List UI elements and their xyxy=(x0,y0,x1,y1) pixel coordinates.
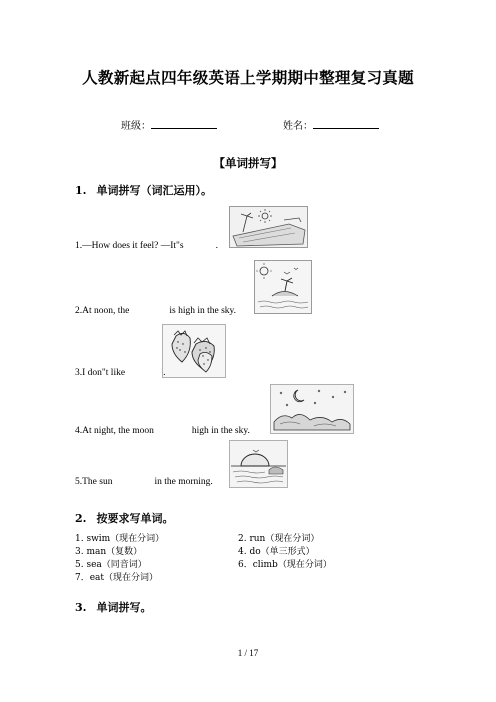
q2-word-1: 1. swim（现在分词） xyxy=(75,534,165,544)
question-1-title: 单词拼写（词汇运用）。 xyxy=(96,184,212,197)
q1-item-1 xyxy=(75,241,218,251)
question-2-number: 2. xyxy=(75,512,87,525)
q2-word-2: 2. run（现在分词） xyxy=(238,534,320,544)
current-page: 1 xyxy=(237,648,243,658)
beach-sun-picture xyxy=(229,206,308,248)
q1-item-1-before: 1.—How does it feel? —It"s xyxy=(75,241,184,251)
q1-item-2-after: is high in the sky. xyxy=(169,306,237,316)
q1-item-4 xyxy=(75,426,250,436)
page-number xyxy=(0,648,496,658)
q2-word-4: 4. do（单三形式） xyxy=(238,547,315,557)
q1-item-3-after: . xyxy=(163,368,166,378)
q1-item-5-after: in the morning. xyxy=(154,477,213,487)
question-3-heading xyxy=(75,599,151,615)
q1-item-4-before: 4.At night, the moon xyxy=(75,426,154,436)
class-label: 班级： xyxy=(121,121,151,132)
q2-word-7: 7．eat（现在分词） xyxy=(75,573,159,583)
q1-item-2-before: 2.At noon, the xyxy=(75,306,130,316)
island-sun-picture xyxy=(254,260,312,314)
q1-item-5 xyxy=(75,477,213,487)
name-label: 姓名： xyxy=(283,121,313,132)
strawberries-picture xyxy=(162,324,226,378)
question-1-number: 1. xyxy=(75,184,87,197)
moon-night-picture xyxy=(270,384,354,434)
question-2-heading xyxy=(75,510,173,526)
q1-item-3 xyxy=(75,368,165,378)
total-pages: 17 xyxy=(249,648,259,658)
name-field xyxy=(283,117,379,132)
q1-item-5-before: 5.The sun xyxy=(75,477,113,487)
q2-word-5: 5. sea（同音词） xyxy=(75,560,147,570)
question-3-number: 3. xyxy=(75,601,87,614)
sunrise-picture xyxy=(229,440,288,488)
q2-word-3: 3. man（复数） xyxy=(75,547,143,557)
page-separator: / xyxy=(244,648,247,658)
q2-word-6: 6．climb（现在分词） xyxy=(238,560,332,570)
q1-item-4-after: high in the sky. xyxy=(191,426,250,436)
question-2-title: 按要求写单词。 xyxy=(96,512,174,525)
question-3-title: 单词拼写。 xyxy=(96,601,152,614)
section-title: 【单词拼写】 xyxy=(213,156,283,170)
q1-item-3-before: 3.I don"t like xyxy=(75,368,126,378)
q1-item-1-after: . xyxy=(215,241,218,251)
name-blank xyxy=(313,119,379,129)
page-title: 人教新起点四年级英语上学期期中整理复习真题 xyxy=(82,68,414,87)
class-field xyxy=(121,117,217,132)
question-1-heading xyxy=(75,182,212,198)
class-blank xyxy=(151,119,217,129)
q1-item-2 xyxy=(75,306,236,316)
